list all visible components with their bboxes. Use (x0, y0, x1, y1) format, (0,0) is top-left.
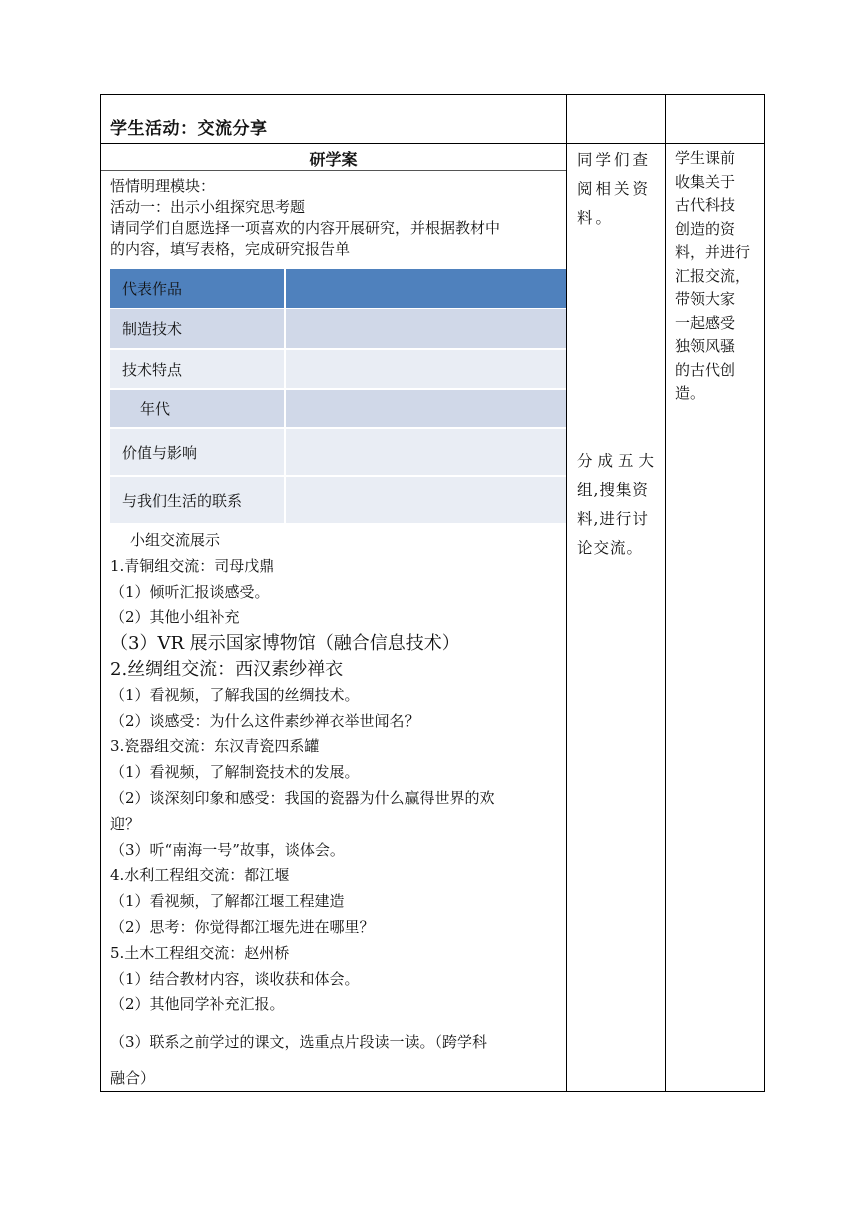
student-activity-line: 料。 (577, 209, 615, 227)
activity-line: 融合） (110, 1069, 156, 1088)
design-intent-line: 的古代创 (675, 360, 736, 379)
activity-line: （2）其他小组补充 (110, 608, 240, 627)
report-label: 年代 (110, 390, 286, 427)
report-row (110, 429, 566, 477)
design-intent (675, 147, 761, 406)
design-intent-line: 独领风骚 (675, 337, 736, 355)
report-row (110, 309, 566, 350)
design-intent-line: 料，并进行 (675, 243, 751, 261)
activity-line: （3）联系之前学过的课文，选重点片段读一读。（跨学科 (110, 1033, 488, 1052)
activity-list (110, 528, 566, 1096)
activity-line: （2）谈深刻印象和感受：我国的瓷器为什么赢得世界的欢 (110, 788, 495, 807)
student-activity-line: 组,搜集资 (577, 481, 649, 499)
intro-line: 的内容，填写表格，完成研究报告单 (110, 240, 351, 258)
activity-line: （1）看视频，了解都江堰工程建造 (110, 892, 345, 911)
student-activity-line: 论交流。 (577, 539, 644, 557)
activity-line: （3）VR 展示国家博物馆（融合信息技术） (110, 633, 460, 655)
report-value-cell (286, 269, 566, 308)
table-right-border (764, 94, 765, 1092)
activity-line: 5.土木工程组交流：赵州桥 (110, 943, 290, 962)
table-left-border (100, 94, 101, 1092)
report-label: 代表作品 (110, 269, 286, 308)
activity-line: （3）听“南海一号”故事，谈体会。 (110, 840, 345, 859)
activity-line: （1）看视频，了解我国的丝绸技术。 (110, 685, 360, 704)
report-value-cell (286, 477, 566, 523)
report-label: 价值与影响 (110, 429, 286, 475)
activity-line: （1）结合教材内容，谈收获和体会。 (110, 969, 360, 988)
intro-line: 悟情明理模块： (110, 177, 216, 195)
report-value-cell (286, 429, 566, 475)
design-intent-line: 造。 (675, 384, 706, 402)
intro-text (110, 176, 566, 260)
report-label: 与我们生活的联系 (110, 477, 286, 523)
report-row (110, 390, 566, 429)
report-label: 制造技术 (110, 309, 286, 348)
student-activity-line: 分成五大 (577, 452, 660, 470)
activity-line: （1）倾听汇报谈感受。 (110, 582, 270, 601)
student-activity-top (577, 146, 661, 233)
report-row (110, 350, 566, 390)
activity-line: 1.青铜组交流：司母戊鼎 (110, 556, 275, 575)
activity-line: （2）思考：你觉得都江堰先进在哪里？ (110, 917, 375, 936)
report-row (110, 477, 566, 523)
activity-line: （1）看视频，了解制瓷技术的发展。 (110, 763, 360, 782)
column-divider-1 (566, 94, 567, 1092)
activity-line: （2）其他同学补充汇报。 (110, 995, 285, 1014)
report-row (110, 269, 566, 309)
activity-line: 2.丝绸组交流：西汉素纱禅衣 (110, 658, 344, 680)
report-label: 技术特点 (110, 350, 286, 388)
student-activity-line: 同学们查 (577, 151, 652, 169)
case-title-underline (101, 170, 566, 171)
design-intent-line: 收集关于 (675, 172, 736, 191)
design-intent-line: 汇报交流， (675, 266, 751, 285)
report-value-cell (286, 309, 566, 348)
activity-heading: 小组交流展示 (130, 531, 221, 549)
activity-line: 3.瓷器组交流：东汉青瓷四系罐 (110, 737, 320, 756)
design-intent-line: 学生课前 (675, 149, 736, 167)
column-divider-2 (665, 94, 666, 1092)
report-table (110, 269, 566, 523)
student-activity-line: 阅相关资 (577, 180, 652, 198)
activity-line: 4.水利工程组交流：都江堰 (110, 866, 290, 885)
report-value-cell (286, 350, 566, 388)
section-title: 学生活动：交流分享 (110, 119, 268, 139)
student-activity-bottom (577, 447, 661, 563)
activity-line: 迎？ (110, 814, 141, 833)
intro-line: 请同学们自愿选择一项喜欢的内容开展研究，并根据教材中 (110, 219, 501, 237)
report-value-cell (286, 390, 566, 427)
design-intent-line: 带领大家 (675, 290, 736, 308)
design-intent-line: 古代科技 (675, 196, 736, 214)
student-activity-line: 料,进行讨 (577, 510, 649, 528)
case-title: 研学案 (309, 150, 358, 169)
design-intent-line: 创造的资 (675, 219, 736, 238)
activity-line: （2）谈感受：为什么这件素纱禅衣举世闻名？ (110, 711, 420, 730)
design-intent-line: 一起感受 (675, 313, 736, 332)
intro-line: 活动一：出示小组探究思考题 (110, 198, 306, 216)
